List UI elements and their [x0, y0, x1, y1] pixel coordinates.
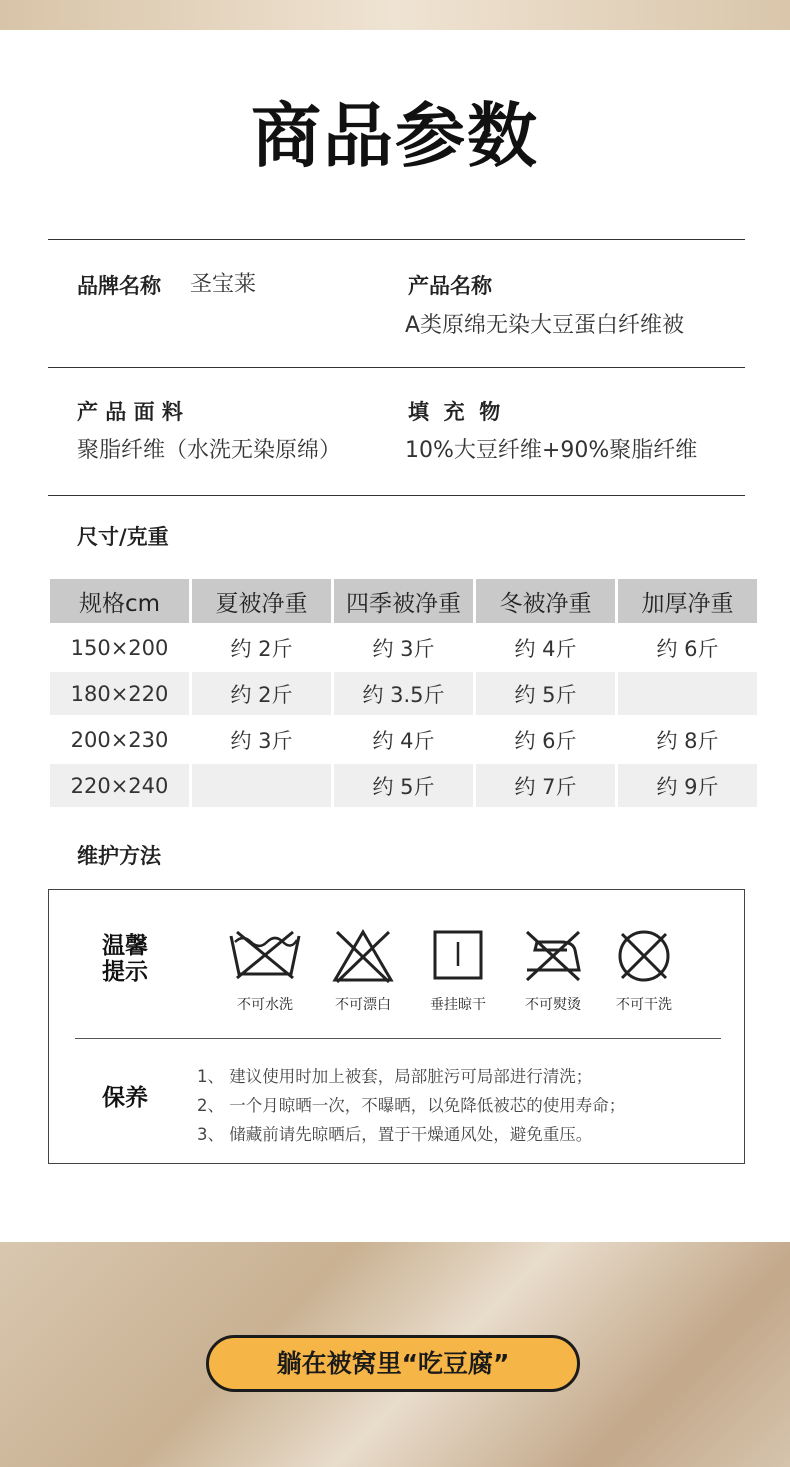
no-wash-label: 不可水洗 — [237, 997, 293, 1013]
table-cell: 约 9斤 — [618, 764, 757, 807]
page-title: 商品参数 — [251, 95, 539, 177]
divider-params-1 — [48, 367, 745, 368]
product-label: 产品名称 — [408, 274, 492, 298]
no-iron-icon — [521, 928, 585, 984]
header-summer: 夏被净重 — [192, 579, 331, 623]
product-value: A类原绵无染大豆蛋白纤维被 — [405, 313, 685, 338]
table-cell: 约 6斤 — [476, 718, 615, 761]
maintenance-list — [197, 1062, 625, 1149]
table-cell: 150×200 — [50, 626, 189, 669]
table-row — [50, 718, 757, 761]
care-section-label: 维护方法 — [77, 844, 161, 868]
table-cell: 约 5斤 — [334, 764, 473, 807]
table-cell: 200×230 — [50, 718, 189, 761]
care-divider — [75, 1038, 721, 1039]
table-cell: 约 3.5斤 — [334, 672, 473, 715]
top-decor-band — [0, 0, 790, 30]
tips-title-line2: 提示 — [102, 959, 148, 985]
table-cell: 约 5斤 — [476, 672, 615, 715]
care-icon-hang-dry — [418, 928, 498, 1014]
table-cell: 约 2斤 — [192, 626, 331, 669]
slogan-pill: 躺在被窝里“吃豆腐” — [206, 1335, 580, 1392]
filling-label: 填 充 物 — [408, 400, 501, 424]
size-weight-table — [47, 576, 760, 810]
care-instructions-box — [48, 889, 745, 1164]
table-cell: 约 6斤 — [618, 626, 757, 669]
size-section-label: 尺寸/克重 — [77, 525, 169, 549]
table-row — [50, 626, 757, 669]
fabric-label: 产 品 面 料 — [77, 400, 183, 424]
divider-top — [48, 239, 745, 240]
brand-value: 圣宝莱 — [190, 272, 257, 297]
maintenance-line: 1、 建议使用时加上被套，局部脏污可局部进行清洗； — [197, 1067, 593, 1086]
fabric-value: 聚脂纤维（水洗无染原绵） — [77, 438, 342, 463]
table-header-row — [50, 579, 757, 623]
care-icon-no-bleach — [323, 928, 403, 1014]
table-cell: 约 4斤 — [334, 718, 473, 761]
no-dry-clean-label: 不可干洗 — [616, 997, 672, 1013]
table-cell: 约 7斤 — [476, 764, 615, 807]
filling-value: 10%大豆纤维+90%聚脂纤维 — [405, 438, 698, 463]
care-icon-no-dry-clean — [604, 928, 684, 1014]
table-cell: 约 3斤 — [334, 626, 473, 669]
no-bleach-label: 不可漂白 — [335, 997, 391, 1013]
header-allseason: 四季被净重 — [334, 579, 473, 623]
table-cell: 约 4斤 — [476, 626, 615, 669]
table-row — [50, 672, 757, 715]
table-cell: 约 2斤 — [192, 672, 331, 715]
care-icon-no-wash — [225, 928, 305, 1014]
no-dry-clean-icon — [616, 928, 672, 984]
maintenance-line: 3、 储藏前请先晾晒后，置于干燥通风处，避免重压。 — [197, 1125, 593, 1144]
care-icon-no-iron — [513, 928, 593, 1014]
table-cell: 220×240 — [50, 764, 189, 807]
divider-params-2 — [48, 495, 745, 496]
header-winter: 冬被净重 — [476, 579, 615, 623]
hang-dry-icon — [431, 928, 485, 984]
table-cell: 约 3斤 — [192, 718, 331, 761]
tips-title-line1: 温馨 — [102, 933, 148, 959]
no-wash-icon — [227, 928, 303, 984]
header-thick: 加厚净重 — [618, 579, 757, 623]
no-iron-label: 不可熨烫 — [525, 997, 581, 1013]
table-cell: 180×220 — [50, 672, 189, 715]
maintenance-line: 2、 一个月晾晒一次，不曝晒，以免降低被芯的使用寿命； — [197, 1096, 626, 1115]
no-bleach-icon — [331, 928, 395, 984]
table-row — [50, 764, 757, 807]
table-cell — [618, 672, 757, 715]
table-cell — [192, 764, 331, 807]
hang-dry-label: 垂挂晾干 — [430, 997, 486, 1013]
table-cell: 约 8斤 — [618, 718, 757, 761]
header-size: 规格cm — [50, 579, 189, 623]
brand-label: 品牌名称 — [77, 274, 161, 298]
maintenance-title: 保养 — [102, 1085, 148, 1111]
